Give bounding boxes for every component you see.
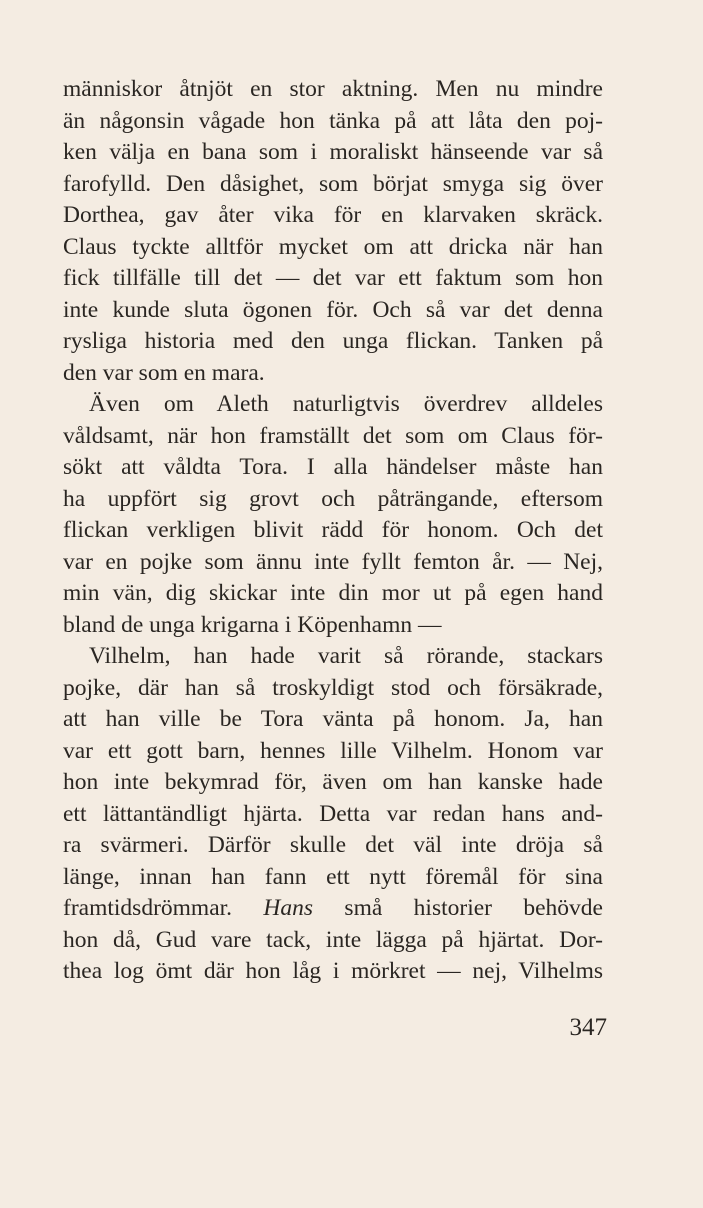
text-line: ett lättantändligt hjärta. Detta var redan hans and-: [63, 800, 603, 827]
text-line: flickan verkligen blivit rädd för honom. Och det: [63, 517, 603, 543]
text-line: våldsamt, när hon framställt det som om Claus för-: [63, 422, 603, 449]
text-line: [63, 893, 603, 925]
text-line: inte kunde sluta ögonen för. Och så var det denna: [63, 296, 603, 323]
text-line: sökt att våldta Tora. I alla händelser måste han: [63, 454, 603, 480]
text-line: den var som en mara.: [63, 359, 265, 386]
text-line: hon då, Gud vare tack, inte lägga på hjärtat. Dor-: [63, 926, 603, 953]
italic-word: Hans: [263, 895, 314, 921]
text-line: människor åtnjöt en stor aktning. Men nu mindre: [63, 76, 603, 102]
text-line: hon inte bekymrad för, även om han kanske hade: [63, 769, 603, 795]
text-line: ken välja en bana som i moraliskt hänseende var så: [63, 139, 603, 165]
text-line: att han ville be Tora vänta på honom. Ja, han: [63, 706, 603, 732]
text-line: ra svärmeri. Därför skulle det väl inte dröja så: [63, 832, 603, 858]
text-line: rysliga historia med den unga flickan. Tanken på: [63, 328, 603, 354]
text-line: Vilhelm, han hade varit så rörande, stackars: [89, 643, 603, 669]
text-line: ha uppfört sig grovt och påträngande, eftersom: [63, 485, 603, 512]
text-line: Även om Aleth naturligtvis överdrev alldeles: [89, 391, 603, 417]
page-number: 347: [569, 1014, 607, 1041]
text-line: var ett gott barn, hennes lille Vilhelm. Honom var: [63, 737, 603, 764]
text-line: min vän, dig skickar inte din mor ut på egen hand: [63, 580, 603, 606]
text-line: pojke, där han så troskyldigt stod och försäkrade,: [63, 674, 603, 701]
text-line: länge, innan han fann ett nytt föremål för sina: [63, 863, 603, 890]
text-line: än någonsin vågade hon tänka på att låta den poj-: [63, 107, 603, 134]
text-line: farofylld. Den dåsighet, som börjat smyga sig över: [63, 170, 603, 197]
text-line: Dorthea, gav åter vika för en klarvaken skräck.: [63, 202, 603, 228]
text-line: bland de unga krigarna i Köpenhamn —: [63, 611, 442, 638]
body-text: [63, 74, 603, 988]
text-segment: framtidsdrömmar.: [63, 895, 264, 921]
text-line: fick tillfälle till det — det var ett faktum som hon: [63, 265, 603, 291]
text-line: Claus tyckte alltför mycket om att dricka när han: [63, 233, 603, 260]
text-line: var en pojke som ännu inte fyllt femton år. — Nej,: [63, 548, 603, 575]
text-segment: små historier behövde: [313, 895, 603, 921]
text-line: thea log ömt där hon låg i mörkret — nej, Vilhelms: [63, 958, 603, 984]
